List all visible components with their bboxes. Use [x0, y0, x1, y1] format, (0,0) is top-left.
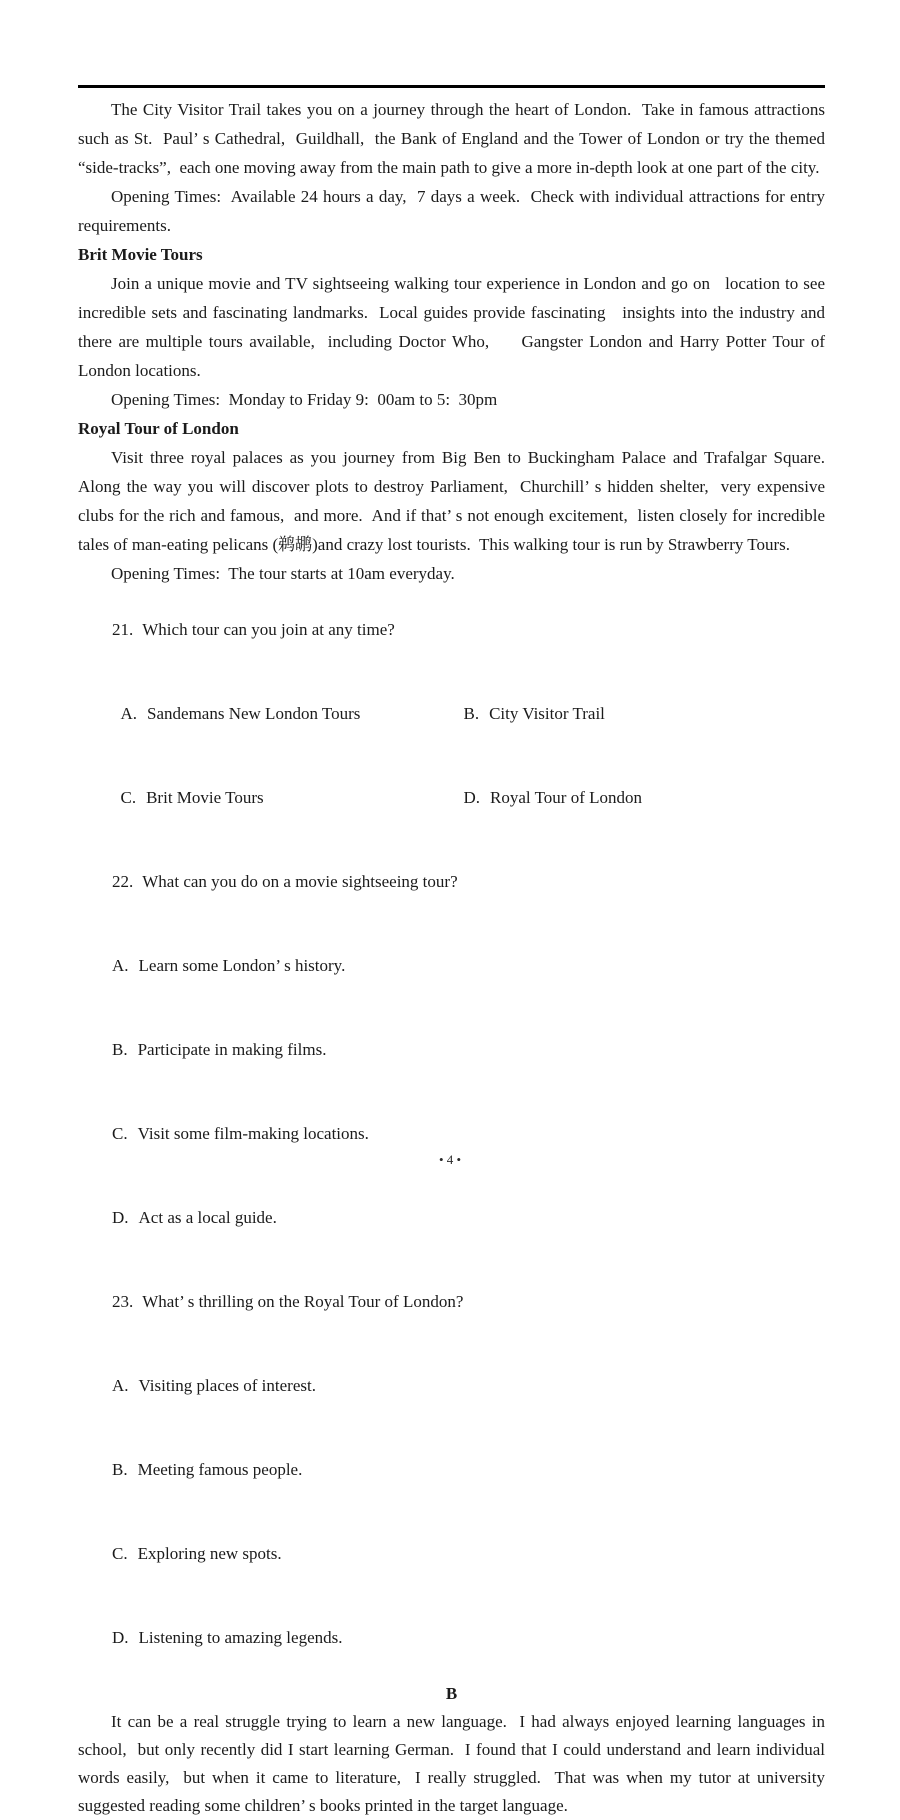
option-c-text: Exploring new spots. [137, 1544, 282, 1563]
question-22-text: What can you do on a movie sightseeing tour? [142, 872, 458, 891]
question-23-text: What’ s thrilling on the Royal Tour of London? [142, 1292, 464, 1311]
option-b-label: B. [112, 1460, 128, 1479]
passage-b-paragraph: It can be a real struggle trying to learn a new language. I had always enjoyed learning languages in school, but only recently did I start learning German. I found that I could understand and learn individual words easily, but when it came to literature, I really struggled. That was when my tutor at university suggested reading some children’ s books printed in the target language. [78, 1712, 830, 1815]
question-22-option-a [78, 924, 825, 1008]
royal-tour-heading: Royal Tour of London [78, 419, 239, 438]
brit-movie-opening-times: Opening Times: Monday to Friday 9: 00am to 5: 30pm [111, 390, 498, 409]
royal-tour-paragraph: Visit three royal palaces as you journey from Big Ben to Buckingham Palace and Trafalgar Square. Along the way you will discover plots to destroy Parliament, Churchill’ s hidden shelter, very expensive clubs for the rich and famous, and more. And if that’ s not enough excitement, listen closely for incredible tales of man-eating pelicans (鹈鹕)and crazy lost tourists. This walking tour is run by Strawberry Tours. [78, 448, 834, 554]
option-c-text: Visit some film-making locations. [137, 1124, 369, 1143]
question-22-number: 22. [112, 872, 134, 891]
horizontal-rule [78, 85, 825, 88]
brit-movie-tours-heading: Brit Movie Tours [78, 245, 203, 264]
option-d-text: Act as a local guide. [138, 1208, 277, 1227]
question-21 [78, 588, 825, 672]
question-23-option-d [78, 1596, 825, 1680]
city-visitor-opening-times: Opening Times: Available 24 hours a day, 7 days a week. Check with individual attractions for entry requirements. [78, 187, 830, 235]
question-23-option-a [78, 1344, 825, 1428]
option-a-label: A. [120, 704, 138, 723]
option-c-label: C. [112, 1544, 128, 1563]
option-b-text: City Visitor Trail [489, 704, 605, 723]
option-d-label: D. [463, 788, 481, 807]
question-21-options-row-1 [78, 672, 825, 756]
option-a-label: A. [112, 1376, 129, 1395]
question-23-option-c [78, 1512, 825, 1596]
option-a-text: Learn some London’ s history. [138, 956, 346, 975]
royal-tour-opening-times: Opening Times: The tour starts at 10am everyday. [111, 564, 455, 583]
question-23-option-b [78, 1428, 825, 1512]
option-b-label: B. [463, 704, 480, 723]
section-b-heading: B [445, 1684, 458, 1703]
question-21-options-row-2 [78, 756, 825, 840]
question-21-option-d [421, 756, 642, 840]
question-22 [78, 840, 825, 924]
question-23 [78, 1260, 825, 1344]
page-content [78, 85, 834, 1820]
option-a-label: A. [112, 956, 129, 975]
option-c-label: C. [112, 1124, 128, 1143]
option-d-label: D. [112, 1628, 129, 1647]
question-23-number: 23. [112, 1292, 134, 1311]
question-21-option-c [78, 756, 421, 840]
option-d-text: Listening to amazing legends. [138, 1628, 343, 1647]
page-number: • 4 • [438, 1152, 462, 1167]
option-b-text: Participate in making films. [137, 1040, 327, 1059]
questions-block [78, 588, 830, 1820]
question-21-option-a [78, 672, 421, 756]
option-d-text: Royal Tour of London [490, 788, 642, 807]
option-c-text: Brit Movie Tours [146, 788, 264, 807]
option-b-label: B. [112, 1040, 128, 1059]
question-21-text: Which tour can you join at any time? [142, 620, 395, 639]
option-d-label: D. [112, 1208, 129, 1227]
question-22-option-b [78, 1008, 825, 1092]
brit-movie-tours-paragraph: Join a unique movie and TV sightseeing walking tour experience in London and go on location to see incredible sets and fascinating landmarks. Local guides provide fascinating insights into the industry and there are multiple tours available, including Doctor Who, Gangster London and Harry Potter Tour of London locations. [78, 274, 830, 380]
question-21-number: 21. [112, 620, 134, 639]
option-a-text: Sandemans New London Tours [147, 704, 361, 723]
question-22-option-d [78, 1176, 825, 1260]
option-a-text: Visiting places of interest. [138, 1376, 316, 1395]
city-visitor-trail-paragraph: The City Visitor Trail takes you on a journey through the heart of London. Take in famous attractions such as St. Paul’ s Cathedral, Guildhall, the Bank of England and the Tower of London or try the themed “side-tracks”, each one moving away from the main path to give a more in-depth look at one part of the city. [78, 100, 830, 177]
option-b-text: Meeting famous people. [137, 1460, 303, 1479]
option-c-label: C. [120, 788, 137, 807]
question-21-option-b [421, 672, 605, 756]
